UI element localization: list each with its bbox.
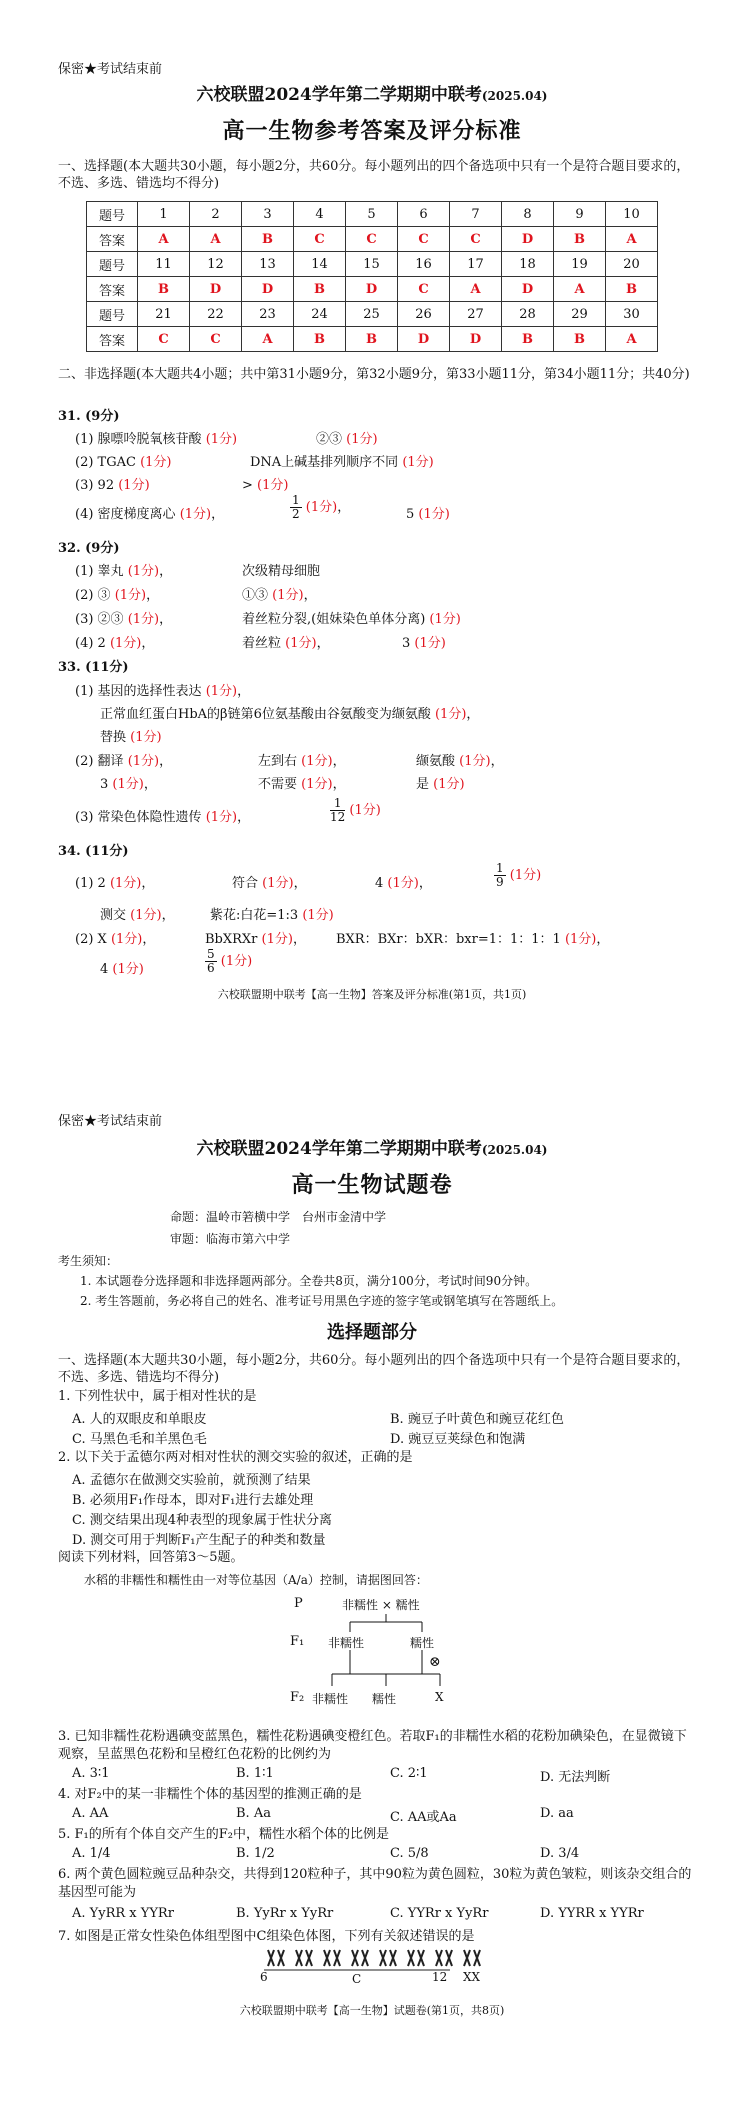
row-header: 题号 (87, 202, 138, 227)
row-header: 答案 (87, 277, 138, 302)
q33-line2: 正常血红蛋白HbA的β链第6位氨基酸由谷氨酸变为缬氨酸 (1分)， (100, 707, 480, 722)
q4-option-b: B. Aa (236, 1806, 271, 1821)
answer-cell: C (190, 327, 242, 352)
answer-cell: D (346, 277, 398, 302)
diagram-f2-label: F₂ (290, 1690, 305, 1705)
number-cell: 23 (242, 302, 294, 327)
exam-title: 六校联盟2024学年第二学期期中联考(2025.04) (196, 1139, 548, 1159)
q33-line5b: 不需要 (1分)， (258, 777, 346, 792)
number-cell: 20 (606, 252, 658, 277)
answer-cell: C (398, 277, 450, 302)
q33-heading: 33. (11分) (58, 660, 129, 675)
number-cell: 19 (554, 252, 606, 277)
q34-line4-fraction: $\frac{5}{6}$ (1分) (207, 947, 253, 975)
answer-table (86, 201, 658, 352)
q31-line1b: ②③ (1分) (316, 432, 378, 447)
q1-option-d: D. 豌豆豆荚绿色和饱满 (390, 1432, 526, 1447)
genetic-cross-diagram (290, 1592, 490, 1722)
notice-2: 2. 考生答题前，务必将自己的姓名、准考证号用黑色字迹的签字笔或钢笔填写在答题纸上。 (80, 1294, 564, 1308)
number-cell: 28 (502, 302, 554, 327)
q4-option-d: D. aa (540, 1806, 574, 1821)
diagram-p-label: P (294, 1596, 303, 1611)
answer-cell: B (346, 327, 398, 352)
q31-line3: (3) 92 (1分) (75, 478, 150, 493)
exam-paper-page (0, 1100, 744, 2104)
q34-line3b: BbXRXr (1分)， (205, 932, 306, 947)
diagram-f1-label: F₁ (290, 1634, 305, 1649)
q7-stem: 7. 如图是正常女性染色体组型图中C组染色体图，下列有关叙述错误的是 (58, 1929, 475, 1944)
q5-option-d: D. 3/4 (540, 1846, 580, 1861)
notice-1: 1. 本试题卷分选择题和非选择题两部分。全卷共8页，满分100分，考试时间90分钟。 (80, 1274, 538, 1288)
chrom-label-12: 12 (432, 1970, 448, 1984)
number-cell: 7 (450, 202, 502, 227)
number-cell: 29 (554, 302, 606, 327)
section-nonchoice-heading: 二、非选择题(本大题共4小题；共中第31小题9分，第32小题9分，第33小题11分，第34小题11分；共40分) (58, 367, 690, 382)
q32-line4c: 3 (1分) (402, 636, 446, 651)
answer-cell: C (398, 227, 450, 252)
chrom-label-xx: XX (463, 1970, 481, 1984)
number-cell: 24 (294, 302, 346, 327)
row-header: 题号 (87, 252, 138, 277)
diagram-f1-waxy: 糯性 (410, 1636, 435, 1650)
answer-cell: D (190, 277, 242, 302)
q3-option-d: D. 无法判断 (540, 1770, 611, 1785)
selfing-icon: ⊗ (429, 1654, 441, 1670)
number-cell: 6 (398, 202, 450, 227)
number-cell: 27 (450, 302, 502, 327)
q34-line1b: 符合 (1分)， (232, 876, 307, 891)
q6-stem: 6. 两个黄色圆粒豌豆品种杂交，共得到120粒种子，其中90粒为黄色圆粒，30粒为黄色皱粒，则该杂交组合的基因型可能为 (58, 1867, 692, 1900)
q32-line4b: 着丝粒 (1分)， (242, 636, 330, 651)
authors-line1: 命题：温岭市箬横中学 台州市金清中学 (170, 1210, 387, 1224)
q5-option-b: B. 1/2 (236, 1846, 275, 1861)
question-number-row (87, 252, 658, 277)
section-choice-heading: 一、选择题(本大题共30小题，每小题2分，共60分。每小题列出的四个备选项中只有一个是符合题目要求的，不选、多选、错选均不得分) (58, 1353, 690, 1385)
q31-line1: (1) 腺嘌呤脱氧核苷酸 (1分) (75, 432, 238, 447)
answer-cell: B (242, 227, 294, 252)
q4-option-c: C. AA或Aa (390, 1810, 457, 1825)
q2-option-c: C. 测交结果出现4种表型的现象属于性状分离 (72, 1513, 333, 1528)
answer-cell: C (138, 327, 190, 352)
diagram-f2-waxy: 糯性 (372, 1692, 397, 1706)
q6-option-b: B. YyRr x YyRr (236, 1906, 334, 1921)
q3-stem: 3. 已知非糯性花粉遇碘变蓝黑色，糯性花粉遇碘变橙红色。若取F₁的非糯性水稻的花粉加碘染色，在显微镜下观察，呈蓝黑色花粉和呈橙红色花粉的比例约为 (58, 1729, 687, 1762)
q4-option-a: A. AA (72, 1806, 109, 1821)
number-cell: 9 (554, 202, 606, 227)
number-cell: 2 (190, 202, 242, 227)
number-cell: 11 (138, 252, 190, 277)
number-cell: 26 (398, 302, 450, 327)
q4-stem: 4. 对F₂中的某一非糯性个体的基因型的推测正确的是 (58, 1787, 362, 1802)
section-choice-heading: 一、选择题(本大题共30小题，每小题2分，共60分。每小题列出的四个备选项中只有一个是符合题目要求的，不选、多选、错选均不得分) (58, 159, 690, 191)
answer-cell: C (346, 227, 398, 252)
page1-footer: 六校联盟期中联考【高一生物】答案及评分标准(第1页，共1页) (217, 988, 527, 1001)
answer-cell: B (606, 277, 658, 302)
q32-line1b: 次级精母细胞 (242, 564, 321, 579)
number-cell: 16 (398, 252, 450, 277)
answer-cell: D (242, 277, 294, 302)
answer-row (87, 277, 658, 302)
question-number-row (87, 202, 658, 227)
q3-option-c: C. 2∶1 (390, 1766, 428, 1781)
q31-heading: 31. (9分) (58, 409, 120, 424)
material-text: 水稻的非糯性和糯性由一对等位基因（A/a）控制，请据图回答： (84, 1573, 428, 1587)
row-header: 题号 (87, 302, 138, 327)
answer-cell: D (450, 327, 502, 352)
q32-line3b: 着丝粒分裂,(姐妹染色单体分离) (1分) (242, 612, 461, 627)
answer-cell: D (502, 227, 554, 252)
q31-line2b: DNA上碱基排列顺序不同 (1分) (250, 455, 434, 470)
diagram-p-cross: 非糯性 × 糯性 (342, 1598, 420, 1612)
answer-cell: A (606, 327, 658, 352)
q32-heading: 32. (9分) (58, 541, 120, 556)
q34-line3: (2) X (1分)， (75, 932, 156, 947)
q34-line1-fraction: $\frac{1}{9}$ (1分) (496, 861, 542, 889)
q6-option-c: C. YYRr x YyRr (390, 1906, 489, 1921)
q2-option-b: B. 必须用F₁作母本，即对F₁进行去雄处理 (72, 1493, 314, 1508)
q1-option-a: A. 人的双眼皮和单眼皮 (72, 1412, 207, 1427)
exam-subtitle: 高一生物试题卷 (291, 1172, 453, 1198)
answer-cell: C (450, 227, 502, 252)
answer-cell: A (554, 277, 606, 302)
answer-cell: B (554, 227, 606, 252)
answer-cell: B (502, 327, 554, 352)
q2-option-a: A. 孟德尔在做测交实验前，就预测了结果 (72, 1473, 311, 1488)
q5-option-c: C. 5/8 (390, 1846, 429, 1861)
secret-label: 保密★考试结束前 (58, 1114, 163, 1129)
q32-line4: (4) 2 (1分)， (75, 636, 155, 651)
q32-line3: (3) ②③ (1分)， (75, 612, 173, 627)
number-cell: 3 (242, 202, 294, 227)
diagram-f1-nonwaxy: 非糯性 (328, 1636, 365, 1650)
part-heading: 选择题部分 (327, 1322, 417, 1343)
answer-cell: B (294, 277, 346, 302)
number-cell: 18 (502, 252, 554, 277)
answer-key-page (0, 0, 744, 1040)
q33-line6-fraction: $\frac{1}{12}$ (1分) (330, 796, 381, 824)
number-cell: 10 (606, 202, 658, 227)
answer-cell: C (294, 227, 346, 252)
answer-cell: A (138, 227, 190, 252)
q33-line6: (3) 常染色体隐性遗传 (1分)， (75, 810, 251, 825)
q33-line1: (1) 基因的选择性表达 (1分)， (75, 684, 251, 699)
notice-heading: 考生须知： (58, 1254, 119, 1268)
q1-stem: 1. 下列性状中，属于相对性状的是 (58, 1389, 257, 1404)
row-header: 答案 (87, 327, 138, 352)
authors-line2: 审题：临海市第六中学 (170, 1232, 291, 1246)
number-cell: 15 (346, 252, 398, 277)
number-cell: 30 (606, 302, 658, 327)
page2-footer: 六校联盟期中联考【高一生物】试题卷(第1页，共8页) (239, 2004, 505, 2017)
q34-line2b: 紫花:白花=1:3 (1分) (210, 908, 334, 923)
answer-row (87, 227, 658, 252)
q1-option-b: B. 豌豆子叶黄色和豌豆花红色 (390, 1412, 564, 1427)
q2-stem: 2. 以下关于孟德尔两对相对性状的测交实验的叙述，正确的是 (58, 1450, 413, 1465)
q31-line3b: > (1分) (242, 478, 289, 493)
answer-cell: A (190, 227, 242, 252)
answer-cell: B (138, 277, 190, 302)
number-cell: 8 (502, 202, 554, 227)
number-cell: 1 (138, 202, 190, 227)
chromosome-c-group-figure (260, 1946, 490, 1990)
q5-option-a: A. 1/4 (72, 1846, 111, 1861)
q33-line5: 3 (1分)， (100, 777, 157, 792)
q32-line1: (1) 睾丸 (1分)， (75, 564, 173, 579)
q33-line4b: 左到右 (1分)， (258, 754, 346, 769)
chromosome-pairs-icon (260, 1946, 490, 1972)
number-cell: 13 (242, 252, 294, 277)
number-cell: 4 (294, 202, 346, 227)
answer-cell: B (554, 327, 606, 352)
q31-line4: (4) 密度梯度离心 (1分)， (75, 507, 225, 522)
number-cell: 22 (190, 302, 242, 327)
answer-key-subtitle: 高一生物参考答案及评分标准 (222, 118, 522, 144)
diagram-f2-nonwaxy: 非糯性 (312, 1692, 349, 1706)
number-cell: 17 (450, 252, 502, 277)
answer-cell: B (294, 327, 346, 352)
number-cell: 5 (346, 202, 398, 227)
q5-stem: 5. F₁的所有个体自交产生的F₂中，糯性水稻个体的比例是 (58, 1827, 389, 1842)
q1-option-c: C. 马黑色毛和羊黑色毛 (72, 1432, 207, 1447)
q6-option-d: D. YYRR x YYRr (540, 1906, 644, 1921)
answer-cell: D (502, 277, 554, 302)
row-header: 答案 (87, 227, 138, 252)
q31-line4-fraction: $\frac{1}{2}$ (1分)， (292, 493, 351, 521)
q2-option-d: D. 测交可用于判断F₁产生配子的种类和数量 (72, 1533, 326, 1548)
secret-label: 保密★考试结束前 (58, 62, 163, 77)
reading-instruction: 阅读下列材料，回答第3～5题。 (58, 1550, 244, 1565)
number-cell: 12 (190, 252, 242, 277)
q33-line5c: 是 (1分) (416, 777, 465, 792)
number-cell: 14 (294, 252, 346, 277)
q32-line2: (2) ③ (1分)， (75, 588, 160, 603)
number-cell: 25 (346, 302, 398, 327)
q31-line4c: 5 (1分) (406, 507, 450, 522)
answer-cell: A (606, 227, 658, 252)
q3-option-a: A. 3∶1 (72, 1766, 110, 1781)
chrom-label-c: C (352, 1972, 362, 1986)
exam-title: 六校联盟2024学年第二学期期中联考(2025.04) (196, 85, 548, 105)
answer-cell: D (398, 327, 450, 352)
q34-line1: (1) 2 (1分)， (75, 876, 155, 891)
answer-row (87, 327, 658, 352)
q34-line1c: 4 (1分)， (375, 876, 432, 891)
chrom-label-6: 6 (260, 1970, 268, 1984)
diagram-f2-x: X (435, 1690, 444, 1704)
q34-heading: 34. (11分) (58, 844, 129, 859)
q3-option-b: B. 1∶1 (236, 1766, 274, 1781)
q34-line4: 4 (1分) (100, 962, 144, 977)
number-cell: 21 (138, 302, 190, 327)
q34-line2: 测交 (1分)， (100, 908, 175, 923)
q32-line2b: ①③ (1分)， (242, 588, 317, 603)
answer-cell: A (242, 327, 294, 352)
q33-line4: (2) 翻译 (1分)， (75, 754, 173, 769)
q6-option-a: A. YyRR x YYRr (72, 1906, 174, 1921)
q33-line4c: 缬氨酸 (1分)， (416, 754, 504, 769)
q33-line3: 替换 (1分) (100, 730, 162, 745)
question-number-row (87, 302, 658, 327)
q31-line2: (2) TGAC (1分) (75, 455, 172, 470)
q34-line3c: BXR：BXr：bXR：bxr=1：1：1：1 (1分)， (336, 932, 610, 947)
answer-cell: A (450, 277, 502, 302)
